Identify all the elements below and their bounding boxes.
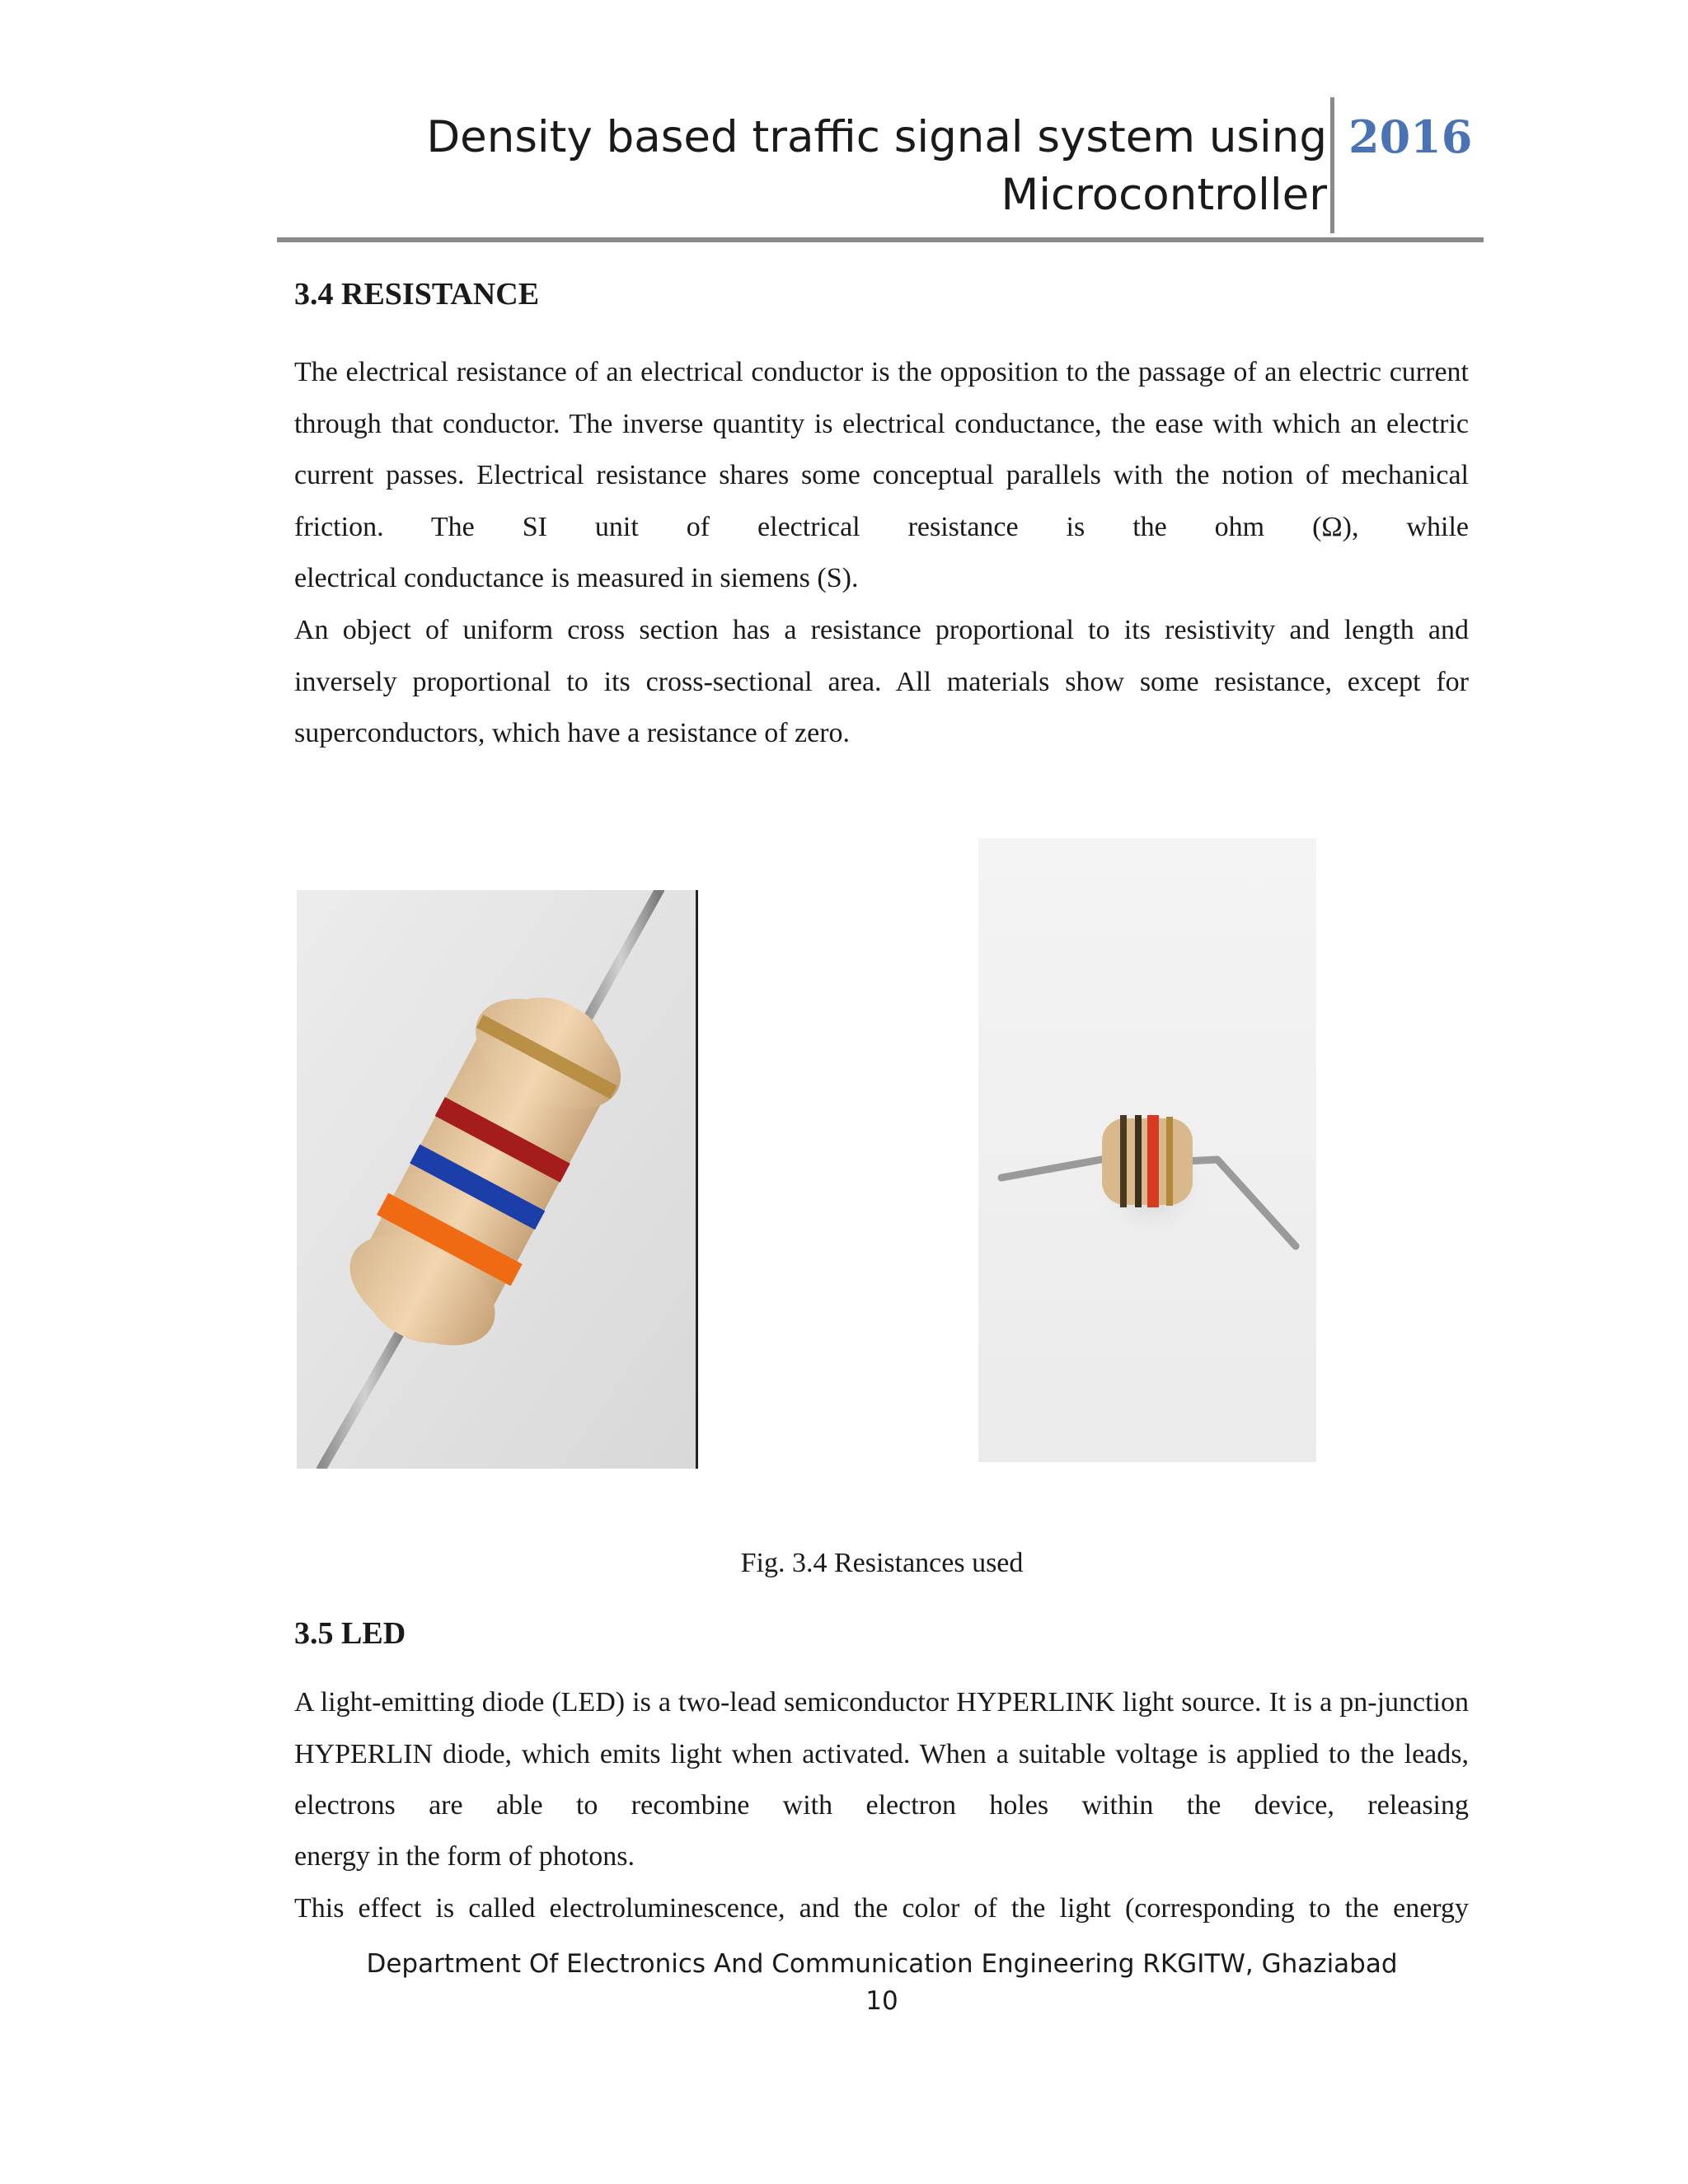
header-divider: [1330, 97, 1334, 233]
figure-caption: Fig. 3.4 Resistances used: [740, 1548, 1024, 1578]
document-title: [420, 109, 1327, 224]
document-title-line1: Density based traffic signal system using: [426, 112, 1327, 162]
resistor-photo-large: [297, 890, 698, 1469]
resistance-paragraph-2: An object of uniform cross section has a resistance proportional to its resistivity and length and inversely proportional to its cross-sectional area. All materials show some resistance, except for: [294, 615, 1469, 697]
resistor-small-image: [978, 838, 1316, 1462]
resistor-photo-small: [978, 838, 1316, 1462]
page-number: 10: [865, 1986, 898, 2016]
resistance-paragraph-1-end: electrical conductance is measured in siemens (S).: [294, 563, 859, 593]
led-paragraph-1-end: energy in the form of photons.: [294, 1841, 635, 1872]
resistance-paragraph-1: The electrical resistance of an electrical conductor is the opposition to the passage of an electric current through that conductor. The inverse quantity is electrical conductance, the ease with which an electric current passes. Electrical resistance shares some conceptual parallels with the notion of mechanical friction. The SI unit of electrical resistance is the ohm (Ω), while: [294, 357, 1469, 542]
section-heading-led: 3.5 LED: [294, 1616, 406, 1651]
footer-department: Department Of Electronics And Communication Engineering RKGITW, Ghaziabad: [366, 1949, 1398, 1979]
page-header: [277, 97, 1484, 242]
resistor-large-image: [297, 890, 698, 1469]
resistance-paragraph-2-end: superconductors, which have a resistance of zero.: [294, 718, 851, 748]
led-paragraph-1: A light-emitting diode (LED) is a two-lead semiconductor HYPERLINK light source. It is a pn-junction HYPERLIN diode, which emits light when activated. When a suitable voltage is applied to the leads, electrons are able to recombine with electron holes within the device, releasing: [294, 1687, 1469, 1821]
section-heading-resistance: 3.4 RESISTANCE: [294, 277, 540, 312]
led-paragraph-2: This effect is called electroluminescence, and the color of the light (corresponding to the energy: [294, 1893, 1469, 1924]
figure-border-line: [696, 890, 698, 1469]
document-year: 2016: [1348, 110, 1473, 163]
document-title-line2: Microcontroller: [1001, 170, 1327, 220]
